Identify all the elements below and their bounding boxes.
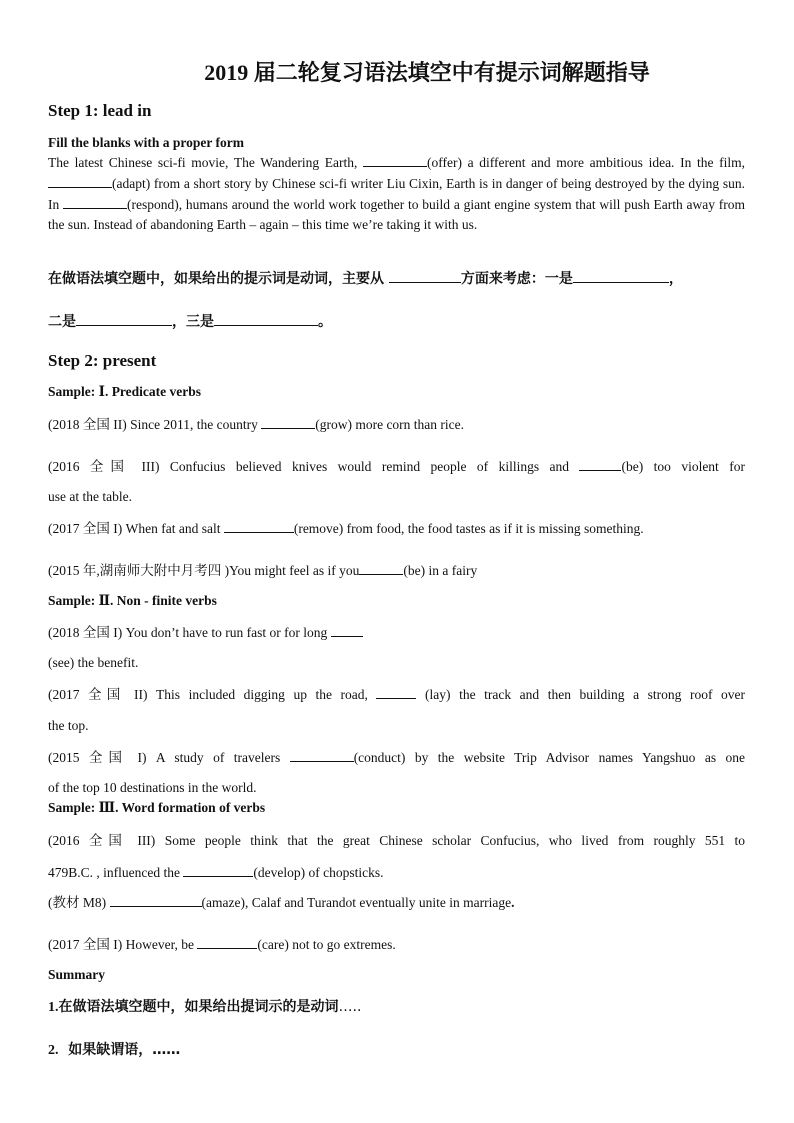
summary-item-2: 2. 如果缺谓语，……: [48, 1042, 181, 1058]
exercise-line: (2017 全国 II) This included digging up the road, (lay) the track and then building a strong roof over: [48, 687, 745, 702]
exercise-line: (see) the benefit.: [48, 655, 139, 670]
blank-lay[interactable]: [376, 685, 416, 699]
blank-develop[interactable]: [183, 863, 253, 877]
blank-be-violent[interactable]: [579, 457, 621, 471]
blank-amaze[interactable]: [110, 893, 202, 907]
blank-offer[interactable]: [363, 153, 427, 167]
blank-care[interactable]: [197, 935, 257, 949]
paragraph-text: The latest Chinese sci-fi movie, The Wandering Earth,: [48, 155, 364, 170]
blank-respond[interactable]: [63, 195, 127, 209]
step1-instruction: Fill the blanks with a proper form: [48, 135, 245, 150]
blank-second[interactable]: [76, 312, 172, 326]
summary-heading: Summary: [48, 967, 105, 982]
exercise-line: (2018 全国 II) Since 2011, the country (grow) more corn than rice.: [48, 417, 465, 432]
lead-in-paragraph: [48, 153, 745, 236]
blank-first[interactable]: [573, 269, 669, 283]
sample-non-finite-verbs: Sample: Ⅱ. Non - finite verbs: [48, 593, 217, 608]
step2-heading: Step 2: present: [48, 351, 157, 370]
exercise-line: (2017 全国 I) However, be (care) not to go extremes.: [48, 937, 396, 952]
page-title: 2019 届二轮复习语法填空中有提示词解题指导: [204, 60, 650, 85]
sample-predicate-verbs: Sample: Ⅰ. Predicate verbs: [48, 384, 202, 399]
step1-heading: Step 1: lead in: [48, 101, 152, 120]
verb-hint-question-line2: 二是 ，三是 。: [48, 314, 332, 330]
blank-aspects[interactable]: [389, 269, 461, 283]
exercise-line: use at the table.: [48, 489, 132, 504]
paragraph-text: (adapt) from a short story by Chinese sci-fi writer Liu Cixin, Earth is in danger of being destroyed by the dying sun. In: [48, 175, 745, 212]
summary-item-1: 1.在做语法填空题中，如果给出提词示的是动词…..: [48, 999, 362, 1015]
exercise-line: (2016 全国 III) Confucius believed knives would remind people of killings and (be) too violent for: [48, 459, 745, 474]
sample-word-formation: Sample: Ⅲ. Word formation of verbs: [48, 800, 266, 815]
exercise-line: the top.: [48, 718, 89, 733]
blank-third[interactable]: [214, 312, 318, 326]
blank-remove[interactable]: [224, 519, 294, 533]
verb-hint-question-line1: 在做语法填空题中，如果给出的提示词是动词，主要从 方面来考虑：一是 ，: [48, 271, 683, 287]
exercise-line: (2015 年,湖南师大附中月考四 )You might feel as if you (be) in a fairy: [48, 563, 478, 578]
paragraph-text: (respond), humans around the world work together to build a giant engine system that will push Earth away from the sun. Instead of abandoning Earth – again – this time we’re taking it with us.: [48, 196, 745, 233]
exercise-line: (2015 全国 I) A study of travelers (conduct) by the website Trip Advisor names Yangshuo as one: [48, 750, 746, 765]
exercise-line: of the top 10 destinations in the world.: [48, 780, 257, 795]
exercise-line: (2018 全国 I) You don’t have to run fast or for long: [48, 621, 363, 641]
paragraph-text: (offer) a different and more ambitious idea. In the film,: [427, 155, 745, 170]
blank-grow[interactable]: [261, 415, 315, 429]
exercise-line: (教材 M8) (amaze), Calaf and Turandot eventually unite in marriage.: [48, 895, 515, 910]
blank-see[interactable]: [331, 623, 363, 637]
blank-be-fairy[interactable]: [359, 561, 403, 575]
exercise-line: (2017 全国 I) When fat and salt (remove) from food, the food tastes as if it is missing something.: [48, 521, 644, 536]
blank-conduct[interactable]: [290, 748, 354, 762]
exercise-line: 479B.C. , influenced the (develop) of chopsticks.: [48, 865, 384, 880]
exercise-line: (2016 全国 III) Some people think that the great Chinese scholar Confucius, who lived from roughly 551 to: [48, 833, 745, 848]
blank-adapt[interactable]: [48, 174, 112, 188]
